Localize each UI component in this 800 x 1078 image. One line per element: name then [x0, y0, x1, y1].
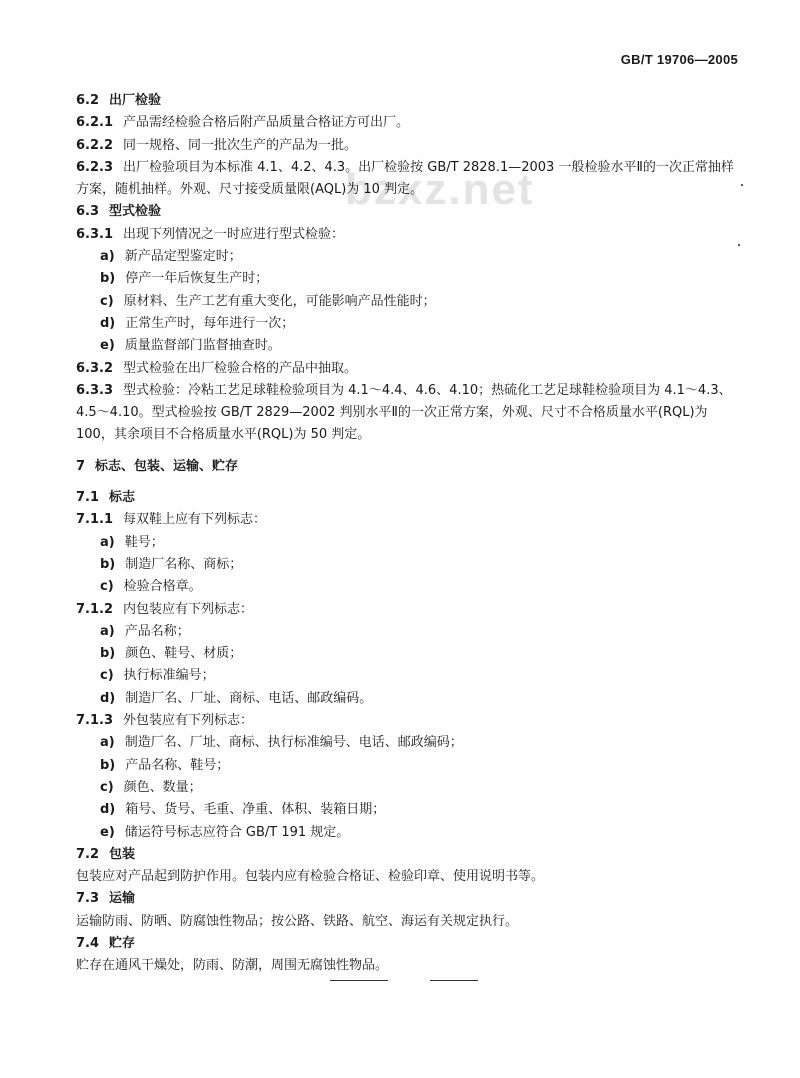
list-item: b) 产品名称、鞋号；: [100, 757, 230, 773]
section-heading: 6.3 型式检验: [76, 204, 162, 220]
list-item: c) 执行标准编号；: [100, 668, 215, 684]
paragraph: 7.1.2 内包装应有下列标志：: [76, 601, 254, 617]
paragraph: 6.3.2 型式检验在出厂检验合格的产品中抽取。: [76, 360, 358, 376]
section-heading: 7.2 包装: [76, 846, 136, 862]
paragraph: 6.3.3 型式检验：冷粘工艺足球鞋检验项目为 4.1～4.4、4.6、4.10；热硫化工艺足球鞋检验项目为 4.1～4.3、4.5～4.10。型式检验按 GB/T 2829—2002 判别水平Ⅱ的一次正常方案，外观、尺寸不合格质量水平(RQL)为 100，其余项目不合格质量水平(RQL)为 50 判定。: [76, 382, 732, 443]
list-item: c) 颜色、数量；: [100, 779, 202, 795]
chapter-heading: 7 标志、包装、运输、贮存: [76, 458, 239, 474]
scan-speck: [738, 244, 740, 246]
list-item: b) 制造厂名称、商标；: [100, 556, 243, 572]
list-item: c) 检验合格章。: [100, 579, 202, 595]
list-item: b) 颜色、鞋号、材质；: [100, 646, 243, 662]
list-item: a) 新产品定型鉴定时；: [100, 249, 242, 265]
paragraph: 6.3.1 出现下列情况之一时应进行型式检验：: [76, 226, 345, 242]
watermark: bzxz.net: [345, 165, 535, 214]
paragraph: 6.2.3 出厂检验项目为本标准 4.1、4.2、4.3。出厂检验按 GB/T 2828.1—2003 一般检验水平Ⅱ的一次正常抽样方案，随机抽样。外观、尺寸接受质量限(AQL)为 10 判定。: [76, 159, 734, 198]
paragraph: 包装应对产品起到防护作用。包装内应有检验合格证、检验印章、使用说明书等。: [76, 869, 545, 885]
section-heading: 7.4 贮存: [76, 935, 136, 951]
paragraph: 贮存在通风干燥处，防雨、防潮，周围无腐蚀性物品。: [76, 958, 389, 974]
list-item: c) 原材料、生产工艺有重大变化，可能影响产品性能时；: [100, 293, 436, 309]
paragraph: 7.1.3 外包装应有下列标志：: [76, 713, 254, 729]
list-item: a) 制造厂名、厂址、商标、执行标准编号、电话、邮政编码；: [100, 735, 463, 751]
section-heading: 7.3 运输: [76, 891, 136, 907]
list-item: d) 正常生产时，每年进行一次；: [100, 315, 295, 331]
paragraph: 6.2.2 同一规格、同一批次生产的产品为一批。: [76, 137, 358, 153]
scan-speck: [741, 184, 743, 186]
section-heading: 7.1 标志: [76, 490, 136, 506]
list-item: e) 储运符号标志应符合 GB/T 191 规定。: [100, 824, 350, 840]
end-rule-left: [330, 980, 388, 981]
list-item: a) 产品名称；: [100, 623, 190, 639]
end-of-document-rule: [330, 976, 490, 986]
end-rule-right: [430, 980, 478, 981]
list-item: d) 制造厂名、厂址、商标、电话、邮政编码。: [100, 690, 373, 706]
list-item: e) 质量监督部门监督抽查时。: [100, 338, 281, 354]
paragraph: 运输防雨、防晒、防腐蚀性物品；按公路、铁路、航空、海运有关规定执行。: [76, 913, 519, 929]
section-heading: 6.2 出厂检验: [76, 93, 162, 108]
standard-number: GB/T 19706—2005: [620, 52, 738, 67]
list-item: d) 箱号、货号、毛重、净重、体积、装箱日期；: [100, 802, 386, 818]
list-item: a) 鞋号；: [100, 534, 164, 550]
paragraph: 7.1.1 每双鞋上应有下列标志：: [76, 512, 267, 528]
list-item: b) 停产一年后恢复生产时；: [100, 271, 269, 287]
paragraph: 6.2.1 产品需经检验合格后附产品质量合格证方可出厂。: [76, 115, 410, 131]
document-body: [76, 90, 746, 978]
